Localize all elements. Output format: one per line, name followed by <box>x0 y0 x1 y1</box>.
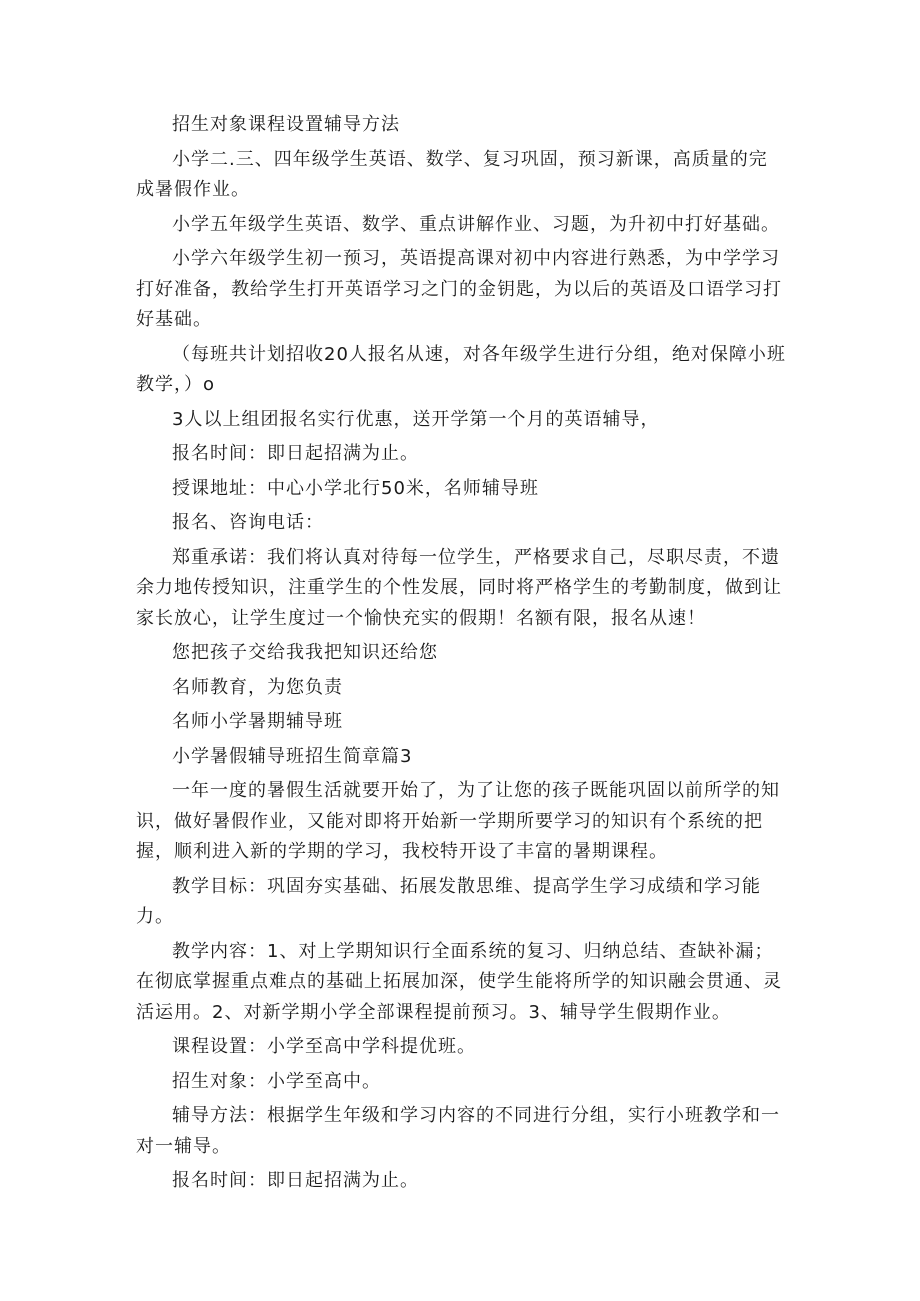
paragraph-courses: 课程设置：小学至高中学科提优班。 <box>172 1036 476 1057</box>
paragraph-grade-5: 小学五年级学生英语、数学、重点讲解作业、习题，为升初中打好基础。 <box>172 213 780 235</box>
paragraph-intro: 一年一度的暑假生活就要开始了，为了让您的孩子既能巩固以前所学的知识，做好暑假作业，又能对即将开始新一学期所要学习的知识有个系统的把握，顺利进入新的学期的学习，我校特开设了丰富的暑期课程。 <box>136 780 780 862</box>
paragraph-goals: 教学目标：巩固夯实基础、拓展发散思维、提高学生学习成绩和学习能力。 <box>136 875 761 927</box>
paragraph-promise: 郑重承诺：我们将认真对待每一位学生，严格要求自己，尽职尽责，不遗余力地传授知识，注重学生的个性发展，同时将严格学生的考勤制度，做到让家长放心，让学生度过一个愉快充实的假期！名额有限，报名从速！ <box>136 546 782 629</box>
paragraph-slogan-1: 您把孩子交给我我把知识还给您 <box>172 642 438 663</box>
paragraph-school-name: 名师小学暑期辅导班 <box>172 711 343 732</box>
paragraph-class-size: （每班共计划招收20人报名从速，对各年级学生进行分组，绝对保障小班教学，）o <box>136 343 786 395</box>
paragraph-title: 招生对象课程设置辅导方法 <box>172 114 400 135</box>
document-body <box>136 110 786 1201</box>
section-heading: 小学暑假辅导班招生简章篇3 <box>172 745 413 767</box>
paragraph-grade-6: 小学六年级学生初一预习，英语提高课对初中内容进行熟悉，为中学学习打好准备，教给学生打开英语学习之门的金钥匙，为以后的英语及口语学习打好基础。 <box>136 248 782 330</box>
paragraph-method: 辅导方法：根据学生年级和学习内容的不同进行分组，实行小班教学和一对一辅导。 <box>136 1105 780 1157</box>
paragraph-signup-time-2: 报名时间：即日起招满为止。 <box>172 1170 419 1191</box>
paragraph-target: 招生对象：小学至高中。 <box>172 1070 381 1092</box>
paragraph-phone: 报名、咨询电话： <box>172 512 324 533</box>
paragraph-grade-2-4: 小学二.三、四年级学生英语、数学、复习巩固，预习新课，高质量的完成暑假作业。 <box>136 148 768 200</box>
paragraph-signup-time: 报名时间：即日起招满为止。 <box>172 443 419 464</box>
paragraph-slogan-2: 名师教育，为您负责 <box>172 676 343 698</box>
paragraph-content: 教学内容：1、对上学期知识行全面系统的复习、归纳总结、查缺补漏；在彻底掌握重点难点的基础上拓展加深，使学生能将所学的知识融会贯通、灵活运用。2、对新学期小学全部课程提前预习。3、辅导学生假期作业。 <box>136 940 782 1023</box>
paragraph-group-discount: 3人以上组团报名实行优惠，送开学第一个月的英语辅导， <box>172 408 660 430</box>
paragraph-address: 授课地址：中心小学北行50米，名师辅导班 <box>172 477 539 499</box>
